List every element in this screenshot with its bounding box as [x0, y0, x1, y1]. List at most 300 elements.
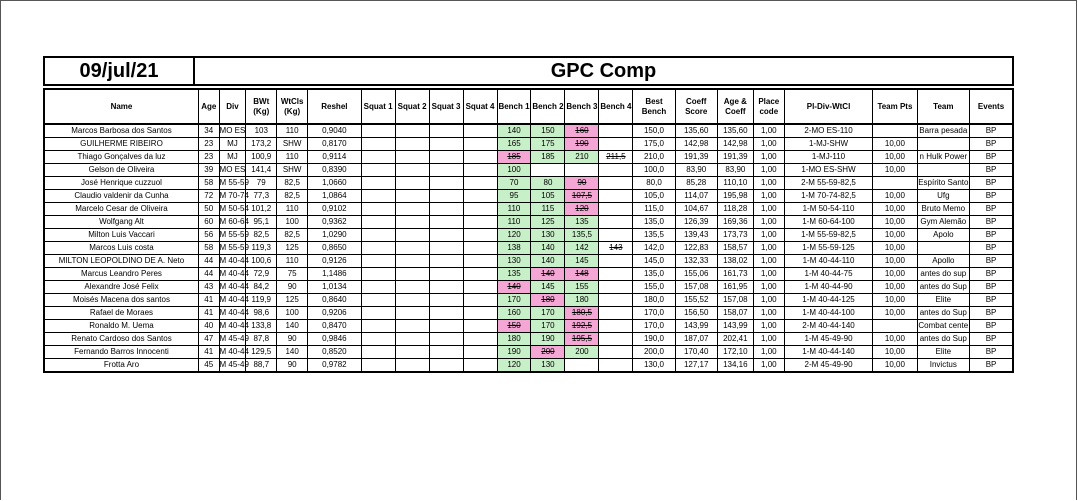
cell-best-bench-value: 180,0 — [643, 295, 665, 304]
cell-bench1 — [497, 294, 531, 307]
cell-squat3 — [429, 138, 463, 151]
cell-best-bench-value: 142,0 — [643, 243, 665, 252]
cell-name-value: Marcelo Cesar de Oliveira — [75, 204, 168, 213]
cell-place-code-value: 1,00 — [761, 334, 777, 343]
cell-coeff-score — [675, 255, 717, 268]
cell-div — [219, 359, 249, 373]
cell-team-value: Combat cente — [918, 321, 969, 330]
cell-name-value: Frotta Aro — [103, 360, 140, 369]
cell-div-value: M 40-44 — [219, 347, 249, 356]
cell-best-bench-value: 190,0 — [643, 334, 665, 343]
cell-place-code — [753, 229, 784, 242]
cell-age — [198, 242, 219, 255]
cell-div-value: MJ — [227, 139, 238, 148]
cell-name — [44, 151, 198, 164]
cell-reshel-value: 1,0864 — [322, 191, 347, 200]
cell-bench4 — [599, 203, 633, 216]
cell-bench3 — [565, 268, 599, 281]
cell-bwt-value: 88,7 — [253, 360, 270, 369]
cell-pl-div-wtcl-value: 2-MO ES-110 — [804, 126, 853, 135]
cell-reshel — [308, 229, 362, 242]
cell-coeff-score-value: 155,06 — [683, 269, 709, 278]
cell-name-value: Gelson de Oliveira — [88, 165, 155, 174]
cell-events-value: BP — [985, 334, 997, 343]
cell-squat4 — [463, 268, 497, 281]
cell-age — [198, 177, 219, 190]
cell-name-value: GUILHERME RIBEIRO — [80, 139, 163, 148]
cell-bench1 — [497, 124, 531, 138]
cell-age-coeff-value: 173,73 — [723, 230, 748, 239]
cell-bwt — [246, 242, 277, 255]
col-header-reshel: Reshel — [308, 89, 362, 124]
cell-place-code-value: 1,00 — [761, 243, 777, 252]
cell-bench1-value: 140 — [507, 126, 521, 135]
col-header-squat1: Squat 1 — [361, 89, 395, 124]
cell-wtcls — [277, 268, 308, 281]
cell-bwt — [246, 177, 277, 190]
cell-place-code — [753, 346, 784, 359]
table-row — [44, 177, 1013, 190]
cell-bwt — [246, 307, 277, 320]
cell-events — [970, 229, 1013, 242]
cell-div-value: M 55-59 — [219, 178, 249, 187]
cell-reshel — [308, 281, 362, 294]
cell-team — [917, 320, 970, 333]
cell-squat2 — [395, 346, 429, 359]
cell-place-code-value: 1,00 — [761, 165, 777, 174]
cell-coeff-score — [675, 320, 717, 333]
cell-pl-div-wtcl-value: 1-M 40-44-110 — [802, 256, 855, 265]
cell-name-value: Thiago Gonçalves da luz — [77, 152, 166, 161]
cell-bench2 — [531, 294, 565, 307]
cell-bench1 — [497, 359, 531, 373]
cell-age-value: 45 — [204, 360, 214, 369]
cell-age-coeff-value: 195,98 — [723, 191, 748, 200]
cell-bench4 — [599, 151, 633, 164]
cell-squat4 — [463, 281, 497, 294]
cell-bench1 — [497, 229, 531, 242]
cell-bench1-value: 135 — [507, 269, 521, 278]
cell-div-value: M 40-44 — [219, 256, 249, 265]
cell-reshel — [308, 255, 362, 268]
cell-reshel-value: 0,8470 — [322, 321, 347, 330]
cell-team-pts-value: 10,00 — [884, 230, 905, 239]
cell-place-code — [753, 177, 784, 190]
cell-team — [917, 333, 970, 346]
cell-bench3 — [565, 124, 599, 138]
cell-best-bench — [633, 281, 675, 294]
cell-events-value: BP — [985, 217, 997, 226]
cell-team-pts-value: 10,00 — [884, 269, 905, 278]
cell-bwt-value: 87,8 — [253, 334, 270, 343]
cell-name-value: José Henrique cuzzuol — [81, 178, 162, 187]
cell-age-coeff — [717, 151, 753, 164]
cell-pl-div-wtcl-value: 2-M 40-44-140 — [802, 321, 855, 330]
cell-squat4 — [463, 294, 497, 307]
cell-team-value: Espírito Santo — [918, 178, 969, 187]
cell-bench4 — [599, 138, 633, 151]
cell-div-value: MO ES — [219, 165, 246, 174]
cell-bench2 — [531, 216, 565, 229]
cell-wtcls-value: SHW — [282, 139, 302, 148]
cell-age — [198, 190, 219, 203]
cell-age-coeff-value: 157,08 — [723, 295, 748, 304]
cell-team-value: Invictus — [929, 360, 957, 369]
cell-bench1-value: 165 — [507, 139, 521, 148]
cell-squat2 — [395, 177, 429, 190]
cell-squat4 — [463, 164, 497, 177]
cell-age-coeff-value: 191,39 — [723, 152, 748, 161]
cell-pl-div-wtcl-value: 1-M 55-59-125 — [802, 243, 855, 252]
cell-events — [970, 268, 1013, 281]
cell-bwt-value: 82,5 — [253, 230, 270, 239]
cell-bwt — [246, 124, 277, 138]
cell-bench1 — [497, 164, 531, 177]
cell-age — [198, 255, 219, 268]
cell-pl-div-wtcl-value: 1-M 70-74-82,5 — [801, 191, 856, 200]
cell-bench3 — [565, 255, 599, 268]
cell-age-coeff — [717, 164, 753, 177]
cell-div-value: M 70-74 — [219, 191, 249, 200]
cell-wtcls-value: 110 — [285, 152, 299, 161]
cell-reshel — [308, 177, 362, 190]
cell-place-code — [753, 333, 784, 346]
cell-coeff-score — [675, 124, 717, 138]
cell-squat2 — [395, 229, 429, 242]
cell-name — [44, 190, 198, 203]
cell-place-code-value: 1,00 — [761, 321, 777, 330]
cell-age-coeff-value: 158,07 — [723, 308, 748, 317]
cell-events — [970, 255, 1013, 268]
cell-coeff-score — [675, 203, 717, 216]
cell-bench3-value: 160 — [575, 126, 589, 135]
cell-team-pts-value: 10,00 — [884, 295, 905, 304]
cell-div-value: M 40-44 — [219, 295, 249, 304]
cell-age — [198, 124, 219, 138]
cell-squat2 — [395, 190, 429, 203]
cell-age-coeff-value: 161,73 — [723, 269, 748, 278]
cell-bwt-value: 133,8 — [251, 321, 272, 330]
cell-bench1-value: 120 — [507, 360, 521, 369]
cell-bench3-value: 195,5 — [571, 334, 592, 343]
cell-age-coeff-value: 135,60 — [723, 126, 748, 135]
cell-team — [917, 190, 970, 203]
cell-bench3 — [565, 307, 599, 320]
cell-best-bench-value: 135,0 — [643, 269, 665, 278]
cell-coeff-score-value: 143,99 — [683, 321, 709, 330]
title-row — [43, 56, 1014, 86]
cell-team-value: Ufg — [937, 191, 950, 200]
cell-div-value: M 50-54 — [219, 204, 249, 213]
cell-bench3 — [565, 281, 599, 294]
cell-bench3-value: 155 — [575, 282, 589, 291]
cell-age — [198, 203, 219, 216]
cell-coeff-score-value: 126,39 — [683, 217, 709, 226]
cell-bench1 — [497, 333, 531, 346]
cell-events-value: BP — [985, 295, 997, 304]
cell-best-bench-value: 115,0 — [644, 204, 664, 213]
cell-name — [44, 164, 198, 177]
table-row — [44, 307, 1013, 320]
cell-bwt-value: 72,9 — [253, 269, 270, 278]
cell-team-pts — [873, 242, 917, 255]
cell-div-value: M 45-49 — [219, 334, 249, 343]
cell-pl-div-wtcl — [784, 320, 873, 333]
cell-team-pts — [873, 307, 917, 320]
cell-events-value: BP — [985, 165, 997, 174]
cell-coeff-score — [675, 333, 717, 346]
col-header-coeff-score: Coeff Score — [675, 89, 717, 124]
cell-age-value: 41 — [204, 308, 214, 317]
cell-coeff-score-value: 135,60 — [683, 126, 709, 135]
cell-bench1 — [497, 177, 531, 190]
cell-events-value: BP — [985, 139, 997, 148]
cell-best-bench — [633, 359, 675, 373]
cell-name — [44, 177, 198, 190]
cell-reshel-value: 0,9846 — [322, 334, 347, 343]
cell-coeff-score-value: 139,43 — [683, 230, 709, 239]
cell-reshel-value: 0,8390 — [322, 165, 347, 174]
cell-best-bench-value: 80,0 — [646, 178, 662, 187]
cell-squat2 — [395, 307, 429, 320]
cell-events — [970, 294, 1013, 307]
cell-bench3 — [565, 138, 599, 151]
cell-age-coeff — [717, 268, 753, 281]
cell-squat3 — [429, 307, 463, 320]
cell-team-pts-value: 10,00 — [884, 165, 905, 174]
cell-age-coeff-value: 161,95 — [723, 282, 748, 291]
cell-bench1-value: 95 — [509, 191, 519, 200]
cell-name — [44, 255, 198, 268]
cell-name — [44, 229, 198, 242]
cell-place-code — [753, 281, 784, 294]
cell-place-code-value: 1,00 — [761, 139, 777, 148]
cell-wtcls-value: 125 — [285, 295, 299, 304]
cell-div-value: M 55-59 — [219, 243, 249, 252]
cell-coeff-score — [675, 242, 717, 255]
cell-reshel — [308, 190, 362, 203]
cell-team — [917, 138, 970, 151]
cell-events — [970, 307, 1013, 320]
cell-coeff-score — [675, 268, 717, 281]
cell-squat3 — [429, 164, 463, 177]
cell-reshel-value: 0,8520 — [322, 347, 347, 356]
cell-bench3-value: 148 — [575, 269, 589, 278]
cell-team-value: Apollo — [932, 256, 955, 265]
cell-bench3 — [565, 203, 599, 216]
table-row — [44, 151, 1013, 164]
cell-best-bench — [633, 138, 675, 151]
table-row — [44, 242, 1013, 255]
cell-team — [917, 255, 970, 268]
cell-bwt — [246, 281, 277, 294]
cell-bench4 — [599, 281, 633, 294]
cell-team-value: antes do sup — [920, 269, 967, 278]
cell-bwt — [246, 216, 277, 229]
cell-bench3 — [565, 333, 599, 346]
cell-best-bench — [633, 216, 675, 229]
cell-name — [44, 242, 198, 255]
cell-team-pts — [873, 190, 917, 203]
cell-reshel — [308, 151, 362, 164]
cell-events-value: BP — [985, 178, 997, 187]
cell-team-pts — [873, 255, 917, 268]
cell-pl-div-wtcl — [784, 138, 873, 151]
cell-name — [44, 138, 198, 151]
cell-squat3 — [429, 151, 463, 164]
cell-squat1 — [361, 294, 395, 307]
cell-bench4 — [599, 216, 633, 229]
cell-pl-div-wtcl-value: 1-M 50-54-110 — [802, 204, 855, 213]
cell-bench1 — [497, 151, 531, 164]
cell-pl-div-wtcl-value: 1-M 40-44-75 — [804, 269, 853, 278]
cell-bench2-value: 115 — [541, 204, 555, 213]
cell-bwt-value: 95,1 — [253, 217, 270, 226]
cell-name — [44, 124, 198, 138]
cell-pl-div-wtcl — [784, 124, 873, 138]
cell-pl-div-wtcl-value: 1-M 45-49-90 — [804, 334, 853, 343]
cell-squat1 — [361, 333, 395, 346]
col-header-bench4: Bench 4 — [599, 89, 633, 124]
cell-events — [970, 320, 1013, 333]
cell-pl-div-wtcl — [784, 346, 873, 359]
cell-squat3 — [429, 268, 463, 281]
cell-events-value: BP — [985, 256, 997, 265]
cell-reshel — [308, 164, 362, 177]
cell-bench2 — [531, 320, 565, 333]
cell-squat1 — [361, 281, 395, 294]
cell-bench1-value: 185 — [507, 152, 521, 161]
cell-team-pts — [873, 203, 917, 216]
cell-squat3 — [429, 320, 463, 333]
cell-age-coeff — [717, 190, 753, 203]
cell-age-coeff — [717, 216, 753, 229]
cell-events-value: BP — [985, 243, 997, 252]
cell-wtcls — [277, 242, 308, 255]
col-header-bench3: Bench 3 — [565, 89, 599, 124]
cell-coeff-score-value: 122,83 — [683, 243, 709, 252]
cell-coeff-score — [675, 307, 717, 320]
cell-bench2-value: 185 — [541, 152, 555, 161]
cell-bwt-value: 84,2 — [253, 282, 270, 291]
cell-squat3 — [429, 281, 463, 294]
cell-coeff-score — [675, 346, 717, 359]
cell-coeff-score-value: 155,52 — [683, 295, 709, 304]
cell-bench2 — [531, 307, 565, 320]
cell-squat4 — [463, 359, 497, 373]
cell-name-value: Claudio valdenir da Cunha — [74, 191, 169, 200]
cell-team — [917, 268, 970, 281]
cell-pl-div-wtcl-value: 2-M 45-49-90 — [804, 360, 853, 369]
cell-bench3-value: 192,5 — [571, 321, 592, 330]
cell-events-value: BP — [985, 347, 997, 356]
cell-team-value: Elite — [935, 347, 952, 356]
cell-pl-div-wtcl-value: 1-MO ES-SHW — [801, 165, 856, 174]
cell-best-bench-value: 175,0 — [643, 139, 665, 148]
table-row — [44, 359, 1013, 373]
cell-squat4 — [463, 229, 497, 242]
results-body — [44, 124, 1013, 372]
cell-bench2-value: 190 — [541, 334, 555, 343]
cell-events — [970, 138, 1013, 151]
cell-team — [917, 124, 970, 138]
cell-coeff-score-value: 142,98 — [683, 139, 709, 148]
cell-pl-div-wtcl — [784, 203, 873, 216]
cell-pl-div-wtcl — [784, 229, 873, 242]
cell-best-bench — [633, 320, 675, 333]
cell-pl-div-wtcl — [784, 307, 873, 320]
cell-bench3 — [565, 190, 599, 203]
cell-name — [44, 307, 198, 320]
cell-squat2 — [395, 151, 429, 164]
cell-pl-div-wtcl — [784, 177, 873, 190]
cell-bwt-value: 98,6 — [253, 308, 270, 317]
cell-age-value: 44 — [204, 269, 214, 278]
cell-age-value: 34 — [204, 126, 214, 135]
cell-team — [917, 229, 970, 242]
cell-place-code-value: 1,00 — [761, 230, 777, 239]
cell-coeff-score-value: 83,90 — [686, 165, 707, 174]
cell-bench4 — [599, 177, 633, 190]
cell-div — [219, 255, 249, 268]
cell-team-pts-value: 10,00 — [884, 347, 905, 356]
cell-bench1-value: 120 — [507, 230, 521, 239]
cell-place-code — [753, 255, 784, 268]
cell-best-bench-value: 210,0 — [643, 152, 665, 161]
cell-wtcls-value: 90 — [287, 334, 297, 343]
cell-team — [917, 307, 970, 320]
cell-div-value: M 40-44 — [219, 321, 249, 330]
cell-age-value: 41 — [204, 295, 214, 304]
cell-best-bench — [633, 307, 675, 320]
cell-coeff-score — [675, 281, 717, 294]
cell-squat1 — [361, 320, 395, 333]
cell-bench2-value: 80 — [543, 178, 553, 187]
cell-bench3 — [565, 359, 599, 373]
cell-events-value: BP — [985, 152, 997, 161]
cell-events-value: BP — [985, 282, 997, 291]
cell-team — [917, 177, 970, 190]
cell-bwt-value: 141,4 — [251, 165, 272, 174]
cell-age-coeff-value: 134,16 — [723, 360, 748, 369]
cell-squat2 — [395, 138, 429, 151]
cell-name — [44, 333, 198, 346]
cell-coeff-score — [675, 164, 717, 177]
cell-bwt — [246, 190, 277, 203]
cell-bench4 — [599, 333, 633, 346]
cell-pl-div-wtcl-value: 1-M 40-44-140 — [802, 347, 855, 356]
cell-reshel — [308, 242, 362, 255]
cell-bench2-value: 175 — [541, 139, 555, 148]
cell-name — [44, 346, 198, 359]
cell-place-code — [753, 268, 784, 281]
cell-events — [970, 203, 1013, 216]
cell-place-code — [753, 359, 784, 373]
cell-bench2 — [531, 151, 565, 164]
table-row — [44, 216, 1013, 229]
cell-age-coeff — [717, 203, 753, 216]
col-header-place-code: Place code — [753, 89, 784, 124]
cell-name-value: Fernando Barros Innocenti — [74, 347, 169, 356]
col-header-name: Name — [44, 89, 198, 124]
cell-bench2-value: 170 — [541, 308, 555, 317]
cell-age-value: 56 — [204, 230, 214, 239]
cell-age-coeff-value: 138,02 — [723, 256, 748, 265]
cell-squat1 — [361, 346, 395, 359]
cell-bench4 — [599, 164, 633, 177]
cell-div — [219, 151, 246, 164]
cell-name-value: Ronaldo M. Uema — [89, 321, 154, 330]
